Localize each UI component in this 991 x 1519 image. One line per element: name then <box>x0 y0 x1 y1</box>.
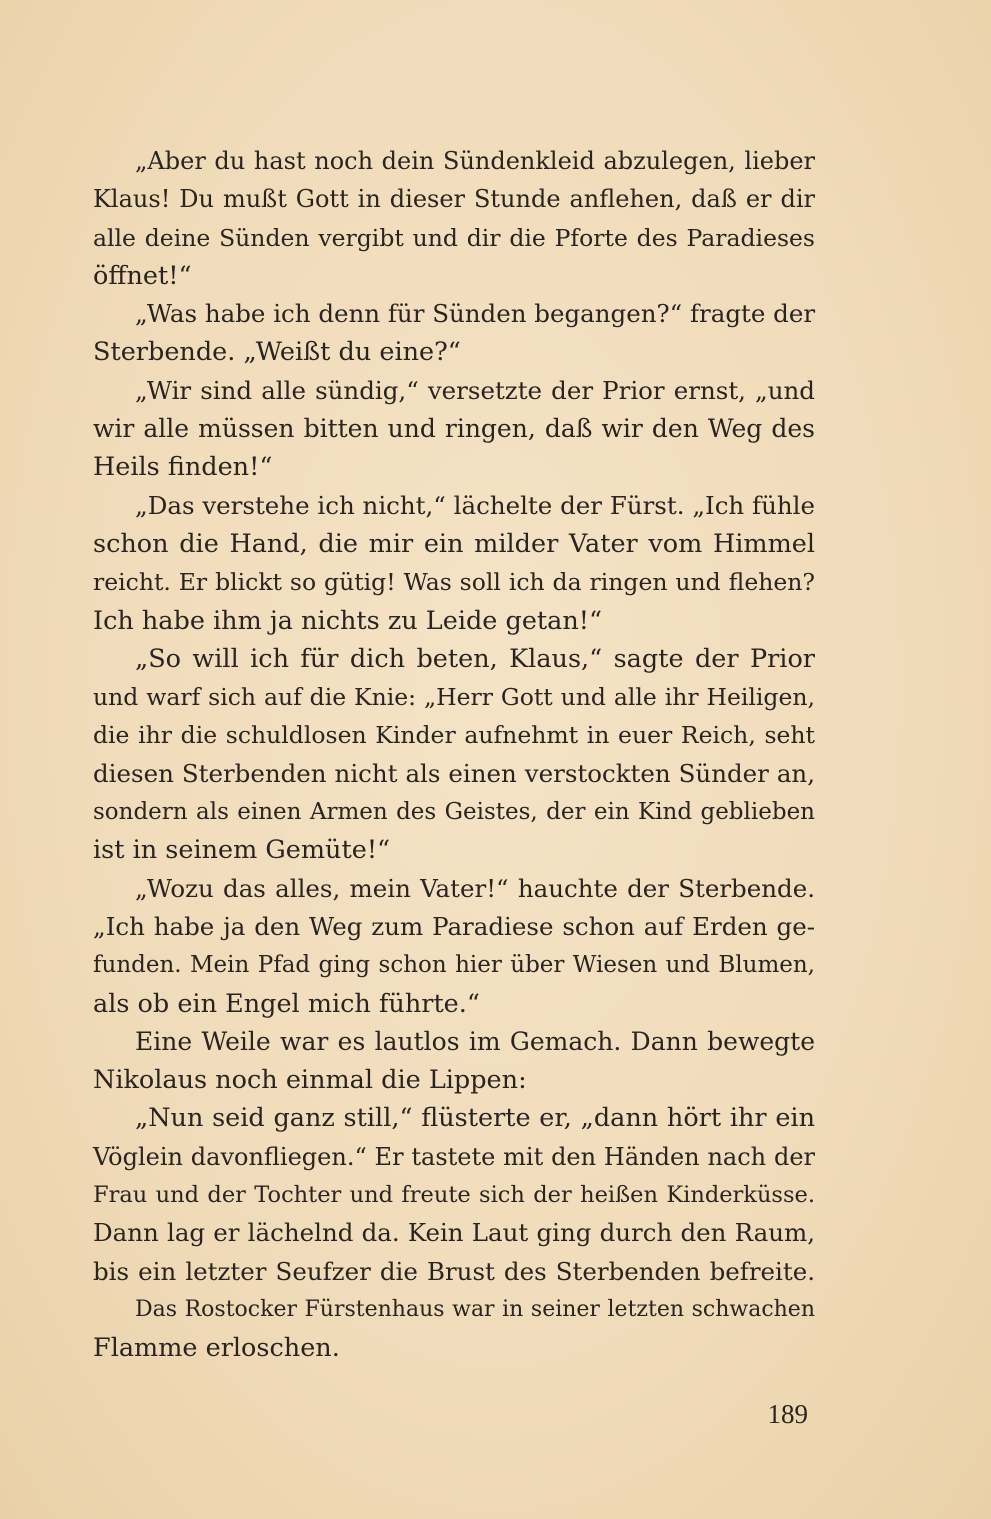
text-line: funden. Mein Pfad ging schon hier über Wiesen und Blumen, <box>93 952 815 979</box>
paragraph <box>93 640 815 870</box>
paragraph <box>93 1291 815 1368</box>
body-text <box>93 142 815 1368</box>
text-line: als ob ein Engel mich führte.“ <box>93 988 480 1019</box>
text-line: Klaus! Du mußt Gott in dieser Stunde anflehen, daß er dir <box>93 185 815 214</box>
text-line: die ihr die schuldlosen Kinder aufnehmt in euer Reich, seht <box>93 721 815 750</box>
page-number: 189 <box>767 1399 808 1429</box>
text-line: Vöglein davonfliegen.“ Er tastete mit den Händen nach der <box>93 1142 815 1171</box>
text-line: Ich habe ihm ja nichts zu Leide getan!“ <box>93 605 603 636</box>
text-line: schon die Hand, die mir ein milder Vater vom Himmel <box>93 528 815 559</box>
text-line: Eine Weile war es lautlos im Gemach. Dann bewegte <box>135 1026 815 1056</box>
text-line: „Das verstehe ich nicht,“ lächelte der Fürst. „Ich fühle <box>135 490 815 520</box>
text-line: öffnet!“ <box>93 260 192 291</box>
text-line: „Nun seid ganz still,“ flüsterte er, „dann hört ihr ein <box>135 1103 815 1134</box>
text-line: Sterbende. „Weißt du eine?“ <box>93 337 461 368</box>
text-line: „Was habe ich denn für Sünden begangen?“ fragte der <box>135 299 816 329</box>
text-line: „Wir sind alle sündig,“ versetzte der Prior ernst, „und <box>135 375 815 405</box>
text-line: bis ein letzter Seufzer die Brust des Sterbenden befreite. <box>93 1256 815 1286</box>
text-line: Heils finden!“ <box>93 452 273 483</box>
text-line: „Aber du hast noch dein Sündenkleid abzulegen, lieber <box>135 147 815 175</box>
text-line: sondern als einen Armen des Geistes, der ein Kind geblieben <box>93 799 815 826</box>
text-line: reicht. Er blickt so gütig! Was soll ich da ringen und flehen? <box>93 568 815 597</box>
text-line: Flamme erloschen. <box>93 1333 340 1364</box>
text-line: „Wozu das alles, mein Vater!“ hauchte der Sterbende. <box>135 873 815 903</box>
text-line: wir alle müssen bitten und ringen, daß wir den Weg des <box>93 414 815 444</box>
text-line: Das Rostocker Fürstenhaus war in seiner letzten schwachen <box>135 1296 815 1322</box>
text-line: ist in seinem Gemüte!“ <box>93 835 391 866</box>
paragraph <box>93 1023 815 1100</box>
paragraph <box>93 295 815 372</box>
text-line: „So will ich für dich beten, Klaus,“ sagte der Prior <box>135 643 815 674</box>
text-line: Nikolaus noch einmal die Lippen: <box>93 1065 527 1096</box>
paragraph <box>93 142 815 295</box>
text-line: alle deine Sünden vergibt und dir die Pforte des Paradieses <box>93 223 815 252</box>
text-line: Frau und der Tochter und freute sich der heißen Kinderküsse. <box>93 1182 815 1209</box>
paragraph <box>93 487 815 640</box>
text-line: Dann lag er lächelnd da. Kein Laut ging durch den Raum, <box>93 1218 815 1248</box>
text-line: „Ich habe ja den Weg zum Paradiese schon auf Erden ge- <box>93 911 815 941</box>
paragraph <box>93 372 815 487</box>
text-line: diesen Sterbenden nicht als einen verstockten Sünder an, <box>93 758 815 788</box>
paragraph <box>93 1099 815 1290</box>
paragraph <box>93 870 815 1023</box>
text-line: und warf sich auf die Knie: „Herr Gott und alle ihr Heiligen, <box>93 683 815 712</box>
